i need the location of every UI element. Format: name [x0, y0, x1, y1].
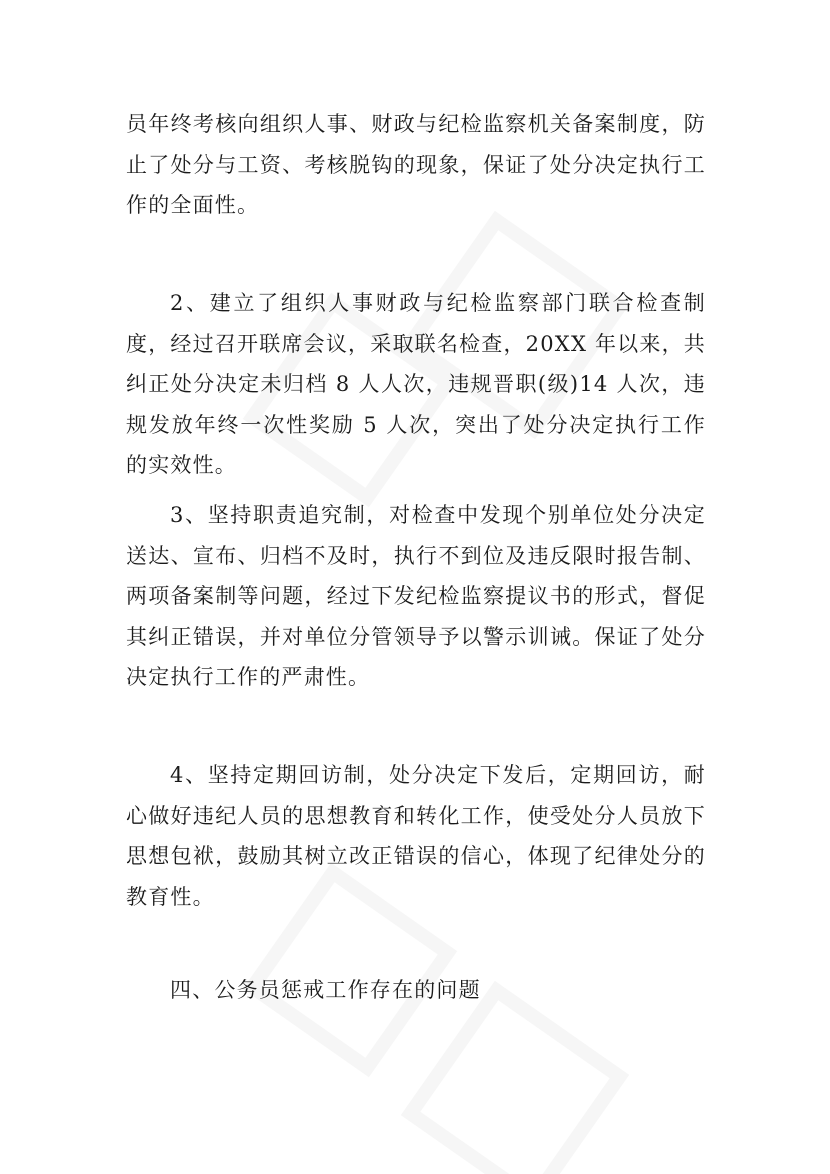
paragraph-item-2: 2、建立了组织人事财政与纪检监察部门联合检查制度，经过召开联席会议，采取联名检查，20XX 年以来，共纠正处分决定未归档 8 人人次，违规晋职(级)14 人次，违规发放年终一次性奖励 5 人次，突出了处分决定执行工作的实效性。: [126, 291, 706, 477]
paragraph-item-4: 4、坚持定期回访制，处分决定下发后，定期回访，耐心做好违纪人员的思想教育和转化工作，使受处分人员放下思想包袱，鼓励其树立改正错误的信心，体现了纪律处分的教育性。: [126, 763, 706, 909]
paragraph-continuation: 员年终考核向组织人事、财政与纪检监察机关备案制度，防止了处分与工资、考核脱钩的现象，保证了处分决定执行工作的全面性。: [126, 112, 706, 217]
section-heading: 四、公务员惩戒工作存在的问题: [170, 978, 481, 1002]
paragraph-item-3: 3、坚持职责追究制，对检查中发现个别单位处分决定送达、宣布、归档不及时，执行不到位及违反限时报告制、两项备案制等问题，经过下发纪检监察提议书的形式，督促其纠正错误，并对单位分管领导予以警示训诫。保证了处分决定执行工作的严肃性。: [126, 503, 706, 689]
